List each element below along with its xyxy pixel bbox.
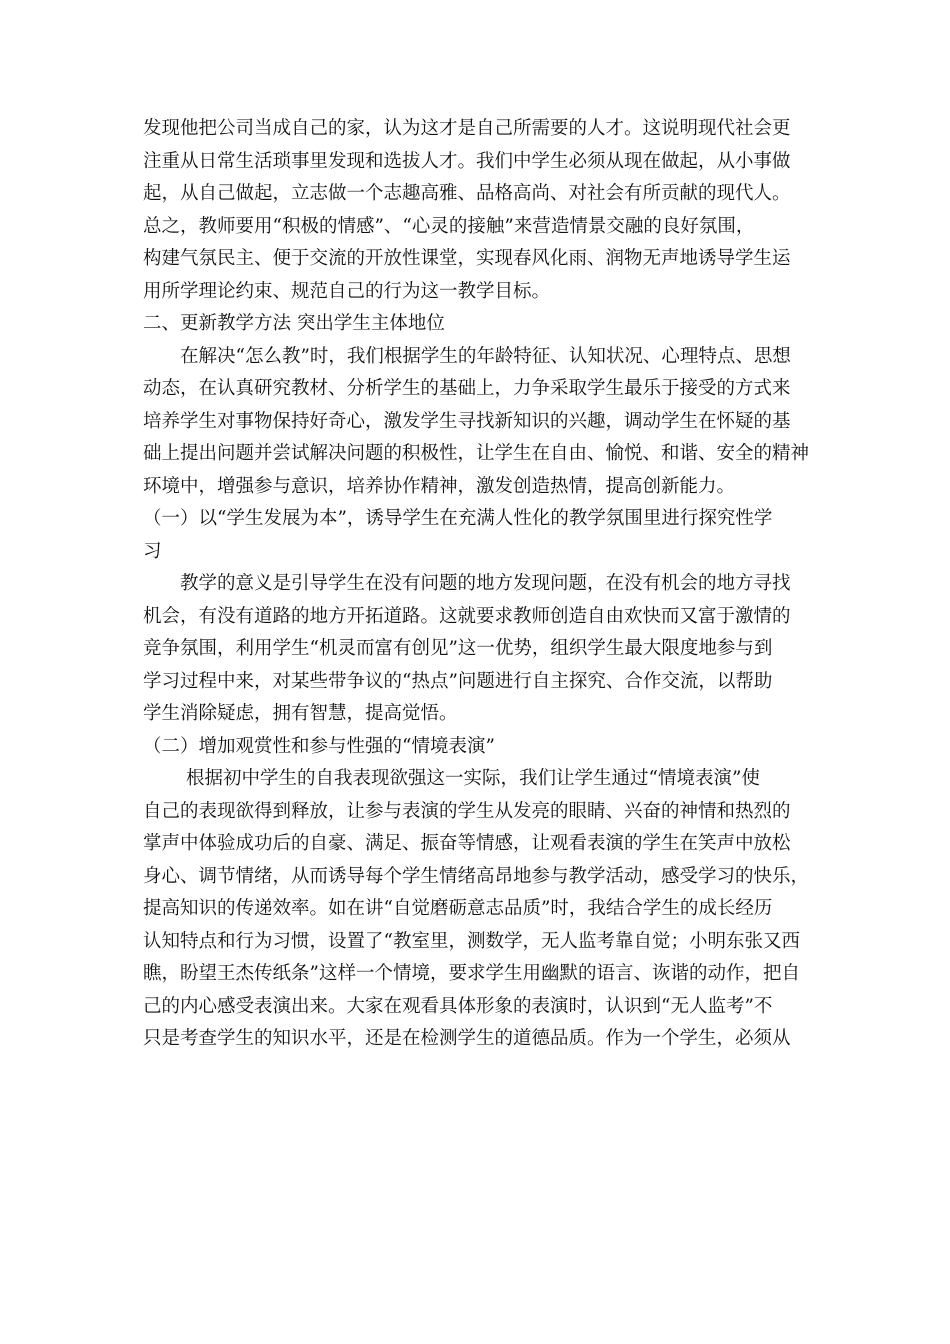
paragraph-first-line: 在解决“怎么教”时，我们根据学生的年龄特征、认知状况、心理特点、思想 bbox=[180, 345, 791, 367]
section-heading-line: 习 bbox=[143, 540, 162, 562]
body-text-line: 提高知识的传递效率。如在讲“自觉磨砺意志品质”时，我结合学生的成长经历 bbox=[143, 898, 773, 919]
body-text-line: 瞧，盼望王杰传纸条”这样一个情境，要求学生用幽默的语言、诙谐的动作，把自 bbox=[143, 963, 800, 984]
body-text-line: 培养学生对事物保持好奇心，激发学生寻找新知识的兴趣，调动学生在怀疑的基 bbox=[143, 410, 791, 432]
body-text-line: 环境中，增强参与意识，培养协作精神，激发创造热情，提高创新能力。 bbox=[143, 475, 736, 497]
body-text-line: 机会，有没有道路的地方开拓道路。这就要求教师创造自由欢快而又富于激情的 bbox=[143, 605, 791, 627]
paragraph-first-line: 教学的意义是引导学生在没有问题的地方发现问题，在没有机会的地方寻找 bbox=[180, 573, 791, 594]
body-text-line: 己的内心感受表演出来。大家在观看具体形象的表演时，认识到“无人监考”不 bbox=[143, 995, 773, 1017]
section-heading-line: （一）以“学生发展为本”，诱导学生在充满人性化的教学氛围里进行探究性学 bbox=[143, 508, 773, 529]
body-text-line: 自己的表现欲得到释放，让参与表演的学生从发亮的眼睛、兴奋的神情和热烈的 bbox=[143, 800, 791, 822]
body-text-line: 掌声中体验成功后的自豪、满足、振奋等情感，让观看表演的学生在笑声中放松 bbox=[143, 833, 791, 854]
body-text-line: 构建气氛民主、便于交流的开放性课堂，实现春风化雨、润物无声地诱导学生运 bbox=[143, 248, 791, 269]
document-body bbox=[143, 113, 811, 1056]
body-text-line: 动态，在认真研究教材、分析学生的基础上，力争采取学生最乐于接受的方式来 bbox=[143, 378, 791, 399]
body-text-line: 学生消除疑虑，拥有智慧，提高觉悟。 bbox=[143, 703, 458, 724]
body-text-line: 只是考查学生的知识水平，还是在检测学生的道德品质。作为一个学生，必须从 bbox=[143, 1028, 791, 1049]
section-heading-line: 二、更新教学方法 突出学生主体地位 bbox=[143, 313, 445, 334]
body-text-line: 起，从自己做起，立志做一个志趣高雅、品格高尚、对社会有所贡献的现代人。 bbox=[143, 183, 791, 204]
body-text-line: 总之，教师要用“积极的情感”、“心灵的接触”来营造情景交融的良好氛围， bbox=[143, 215, 755, 237]
section-heading-line: （二）增加观赏性和参与性强的“情境表演” bbox=[143, 735, 495, 757]
body-text-line: 发现他把公司当成自己的家，认为这才是自己所需要的人才。这说明现代社会更 bbox=[143, 118, 791, 139]
body-text-line: 学习过程中来，对某些带争议的“热点”问题进行自主探究、合作交流，以帮助 bbox=[143, 670, 773, 692]
body-text-line: 注重从日常生活琐事里发现和选拔人才。我们中学生必须从现在做起，从小事做 bbox=[143, 150, 791, 172]
body-text-line: 身心、调节情绪，从而诱导每个学生情绪高昂地参与教学活动，感受学习的快乐， bbox=[143, 865, 810, 887]
body-text-line: 用所学理论约束、规范自己的行为这一教学目标。 bbox=[143, 280, 551, 302]
paragraph-first-line: 根据初中学生的自我表现欲强这一实际，我们让学生通过“情境表演”使 bbox=[186, 768, 760, 789]
body-text-line: 认知特点和行为习惯，设置了“教室里，测数学，无人监考靠自觉；小明东张又西 bbox=[143, 930, 800, 952]
body-text-line: 础上提出问题并尝试解决问题的积极性，让学生在自由、愉悦、和谐、安全的精神 bbox=[143, 443, 810, 464]
body-text-line: 竞争氛围，利用学生“机灵而富有创见”这一优势，组织学生最大限度地参与到 bbox=[143, 638, 773, 659]
